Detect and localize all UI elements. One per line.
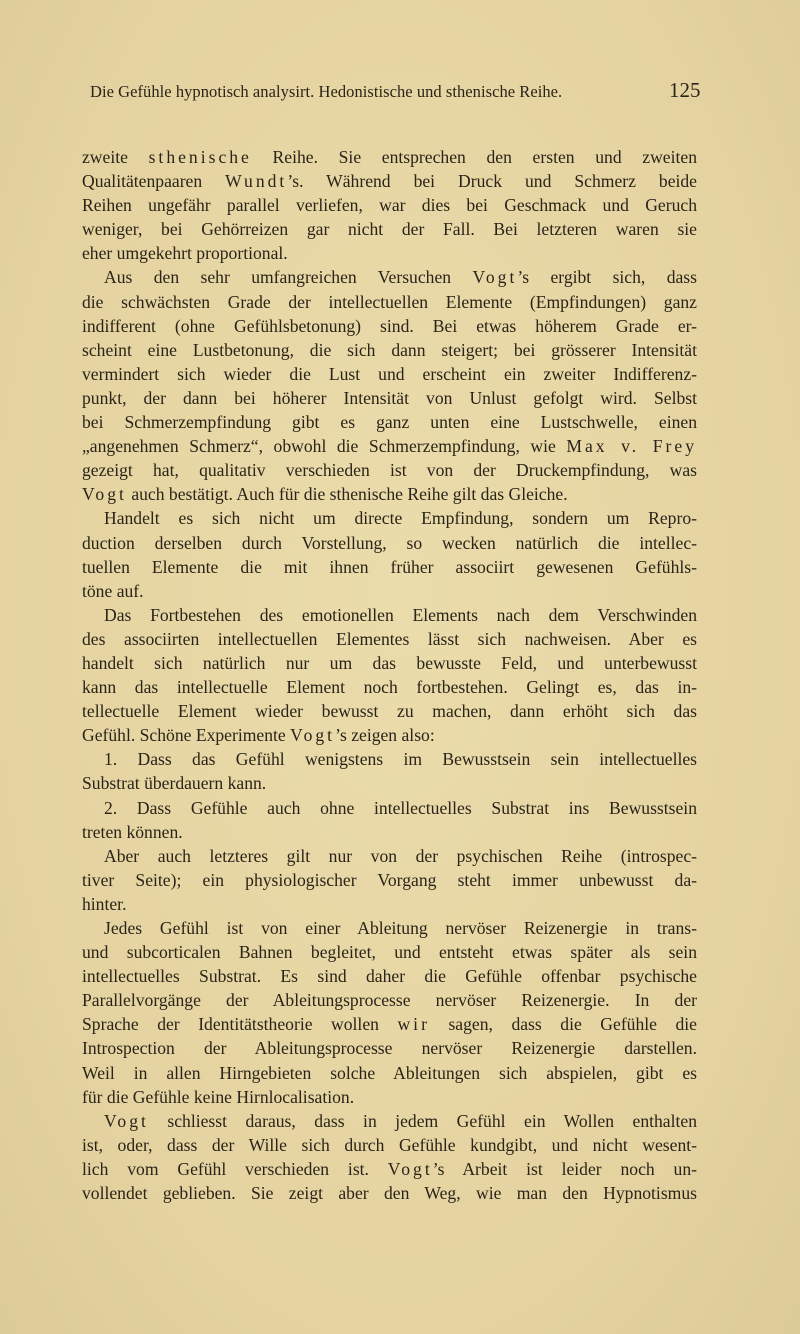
text-run: Qualitätenpaaren [82, 171, 226, 192]
paragraph [82, 603, 697, 748]
text-line [82, 771, 697, 795]
text-line [82, 1157, 697, 1181]
paragraph [82, 844, 697, 916]
text-line [82, 603, 697, 627]
text-run: vollendet geblieben. Sie zeigt aber den Weg, wie man den Hypnotismus [82, 1183, 697, 1204]
text-run: indifferent (ohne Gefühlsbetonung) sind. Bei etwas höherem Grade er- [82, 315, 697, 336]
spaced-name: Wundt [225, 171, 288, 192]
text-line [82, 410, 697, 434]
text-line [82, 1133, 697, 1157]
text-run: Gefühl. Schöne Experimente [82, 725, 291, 746]
text-line [82, 241, 697, 265]
text-line [82, 362, 697, 386]
text-run: des associirten intellectuellen Elementes lässt sich nachweisen. Aber es [82, 628, 697, 649]
text-line [82, 434, 697, 458]
text-line [82, 699, 697, 723]
text-line [82, 193, 697, 217]
text-run: weniger, bei Gehörreizen gar nicht der Fall. Bei letzteren waren sie [82, 219, 697, 240]
text-line [82, 723, 697, 747]
text-line [82, 940, 697, 964]
spaced-name: Vogt [387, 1158, 433, 1179]
paragraph [82, 265, 697, 506]
text-line [82, 627, 697, 651]
text-line [82, 458, 697, 482]
text-line [82, 555, 697, 579]
text-run: 2. Dass Gefühle auch ohne intellectuelles Substrat ins Bewusstsein [104, 797, 697, 818]
text-run: handelt sich natürlich nur um das bewusste Feld, und unterbewusst [82, 652, 697, 673]
text-run: ’s zeigen also: [335, 725, 435, 746]
text-line [82, 1036, 697, 1060]
text-line [82, 1181, 697, 1205]
spaced-name: Max v. Frey [566, 436, 697, 457]
running-head-title: Die Gefühle hypnotisch analysirt. Hedonistische und sthenische Reihe. [90, 82, 563, 101]
paragraph [82, 796, 697, 844]
text-line [82, 482, 697, 506]
text-line [82, 314, 697, 338]
text-run: Das Fortbestehen des emotionellen Elements nach dem Verschwinden [104, 604, 697, 625]
text-run: ’s. Während bei Druck und Schmerz beide [287, 171, 697, 192]
text-line [82, 868, 697, 892]
text-line [82, 964, 697, 988]
text-run: duction derselben durch Vorstellung, so wecken natürlich die intellec- [82, 532, 697, 553]
text-line [82, 844, 697, 868]
text-run: gezeigt hat, qualitativ verschieden ist von der Druckempfindung, was [82, 460, 697, 481]
text-line [82, 145, 697, 169]
text-line [82, 531, 697, 555]
text-line [82, 820, 697, 844]
spaced-name: Vogt [290, 725, 336, 746]
text-run: tellectuelle Element wieder bewusst zu machen, dann erhöht sich das [82, 701, 697, 722]
text-run: Reihe. Sie entsprechen den ersten und zweiten [251, 147, 697, 167]
text-run: Sprache der Identitätstheorie wollen [82, 1014, 398, 1035]
spaced-name: Vogt [104, 1110, 149, 1131]
text-run: kann das intellectuelle Element noch fortbestehen. Gelingt es, das in- [82, 677, 697, 698]
paragraph [82, 1109, 697, 1205]
text-run: punkt, der dann bei höherer Intensität von Unlust gefolgt wird. Selbst [82, 387, 697, 408]
text-run: Parallelvorgänge der Ableitungsprocesse nervöser Reizenergie. In der [82, 990, 697, 1011]
spaced-name: Vogt [472, 267, 518, 288]
paragraph [82, 145, 697, 265]
text-run: tuellen Elemente die mit ihnen früher associirt gewesenen Gefühls- [82, 556, 697, 577]
text-line [82, 338, 697, 362]
spaced-name: Vogt [82, 484, 127, 505]
page-number: 125 [669, 78, 701, 102]
text-run: Jedes Gefühl ist von einer Ableitung nervöser Reizenergie in trans- [104, 918, 697, 938]
text-run: tiver Seite); ein physiologischer Vorgang steht immer unbewusst da- [82, 869, 697, 890]
text-run: bei Schmerzempfindung gibt es ganz unten eine Lustschwelle, einen [82, 412, 697, 433]
paragraph [82, 747, 697, 795]
text-run: Reihen ungefähr parallel verliefen, war dies bei Geschmack und Geruch [82, 195, 697, 216]
text-line [82, 579, 697, 603]
text-run: Introspection der Ableitungsprocesse nervöser Reizenergie darstellen. [82, 1038, 697, 1059]
text-line [82, 506, 697, 530]
text-line [82, 747, 697, 771]
text-run: intellectuelles Substrat. Es sind daher die Gefühle offenbar psychische [82, 966, 697, 987]
text-run: ’s Arbeit ist leider noch un- [432, 1158, 697, 1179]
text-run: für die Gefühle keine Hirnlocalisation. [82, 1086, 355, 1107]
text-line [82, 1061, 697, 1085]
text-run: auch bestätigt. Auch für die sthenische Reihe gilt das Gleiche. [126, 484, 568, 505]
text-run: töne auf. [82, 580, 144, 601]
text-line [82, 651, 697, 675]
text-run: „angenehmen Schmerz“, obwohl die Schmerzempfindung, wie [82, 436, 567, 457]
text-run: treten können. [82, 821, 183, 842]
text-line [82, 675, 697, 699]
text-line [82, 290, 697, 314]
spaced-name: wir [397, 1014, 430, 1035]
running-head [90, 80, 715, 106]
text-line [82, 217, 697, 241]
text-run: schliesst daraus, dass in jedem Gefühl ein Wollen enthalten [148, 1110, 697, 1131]
text-run: lich vom Gefühl verschieden ist. [82, 1158, 388, 1179]
text-run: Aber auch letzteres gilt nur von der psychischen Reihe (introspec- [104, 845, 697, 866]
paragraph [82, 916, 697, 1109]
spaced-name: sthenische [148, 147, 252, 167]
text-line [82, 1109, 697, 1133]
text-line [82, 386, 697, 410]
body-text [82, 145, 697, 1205]
text-line [82, 892, 697, 916]
text-run: vermindert sich wieder die Lust und erscheint ein zweiter Indifferenz- [82, 363, 697, 384]
text-run: hinter. [82, 893, 127, 914]
text-run: und subcorticalen Bahnen begleitet, und entsteht etwas später als sein [82, 942, 697, 963]
text-run: ist, oder, dass der Wille sich durch Gefühle kundgibt, und nicht wesent- [82, 1134, 697, 1155]
text-run: die schwächsten Grade der intellectuellen Elemente (Empfindungen) ganz [82, 291, 697, 312]
text-run: Aus den sehr umfangreichen Versuchen [104, 267, 473, 288]
text-line [82, 796, 697, 820]
text-run: eher umgekehrt proportional. [82, 243, 288, 264]
paragraph [82, 506, 697, 602]
text-line [82, 169, 697, 193]
text-run: sagen, dass die Gefühle die [429, 1014, 697, 1035]
text-line [82, 916, 697, 940]
text-run: Handelt es sich nicht um directe Empfindung, sondern um Repro- [104, 508, 697, 529]
text-line [82, 1012, 697, 1036]
text-run: zweite [82, 147, 149, 167]
text-line [82, 1085, 697, 1109]
text-run: Substrat überdauern kann. [82, 773, 267, 794]
text-run: 1. Dass das Gefühl wenigstens im Bewusstsein sein intellectuelles [104, 749, 697, 770]
text-line [82, 265, 697, 289]
text-run: scheint eine Lustbetonung, die sich dann steigert; bei grösserer Intensität [82, 339, 697, 360]
text-line [82, 988, 697, 1012]
text-run: ’s ergibt sich, dass [517, 267, 697, 288]
text-run: Weil in allen Hirngebieten solche Ableitungen sich abspielen, gibt es [82, 1062, 697, 1083]
